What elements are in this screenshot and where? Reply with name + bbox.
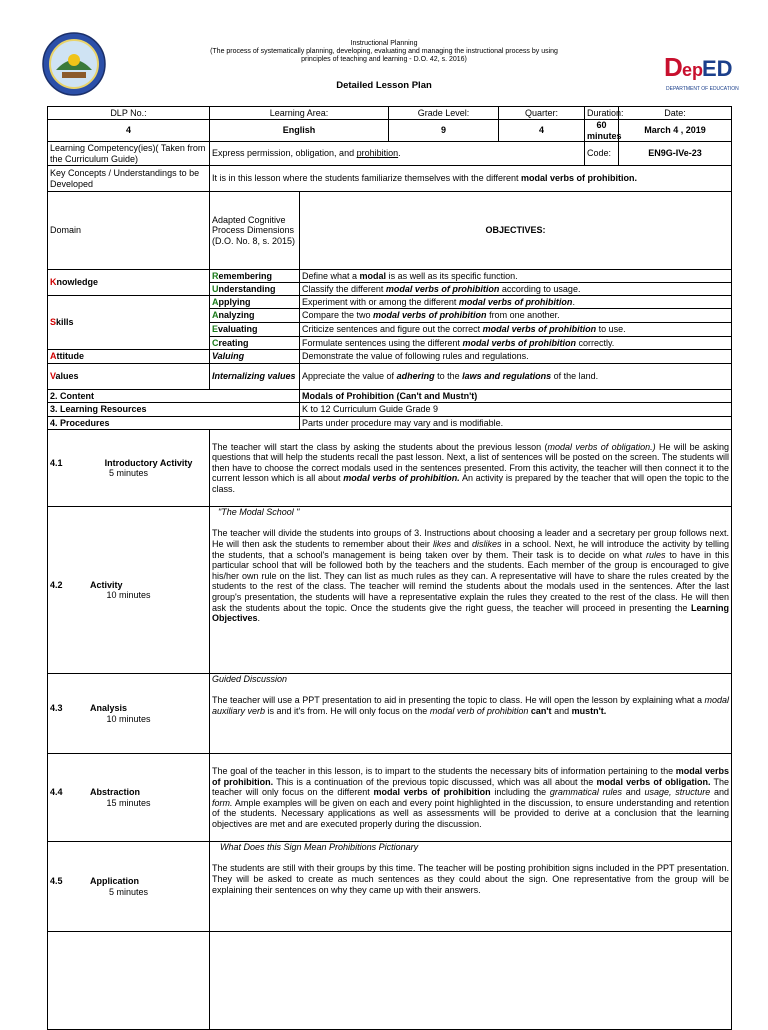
svg-text:D: D (664, 52, 683, 82)
objective-attitude: Demonstrate the value of following rules and regulations. (300, 350, 732, 364)
competency-label: Learning Competency(ies)( Taken from the Curriculum Guide) (48, 142, 210, 166)
duration-label: Duration: (585, 107, 619, 120)
area-label: Learning Area: (210, 107, 389, 120)
adapted-dimensions: Adapted Cognitive Process Dimensions (D.O. No. 8, s. 2015) (210, 192, 300, 270)
dlp-label: DLP No.: (48, 107, 210, 120)
attitude-domain: Attitude (48, 350, 210, 364)
step-4-1-text: The teacher will start the class by asking the students about the previous lesson (modal verbs of obligation.) He will be asking questions that will help the students recall the past lesson. Next, a list of sentences will be posted on the screen. The students will then have to choose the correct modals used in the sentences presented. From this activity, the teacher will then connect it to the current lesson which is all about modal verbs of prohibition. An activity is prepared by the teacher that will open the topic to the class. (210, 430, 732, 507)
grade-value: 9 (389, 120, 499, 142)
svg-text:DEPARTMENT OF EDUCATION: DEPARTMENT OF EDUCATION (666, 86, 739, 92)
quarter-value: 4 (499, 120, 585, 142)
svg-text:ep: ep (682, 60, 704, 80)
procedures-label: 4. Procedures (48, 417, 300, 430)
step-4-2-label: 4.2 Activity 10 minutes (48, 507, 210, 674)
step-4-1-label: 4.1 Introductory Activity 5 minutes (48, 430, 210, 507)
objective-analyzing: Compare the two modal verbs of prohibition from one another. (300, 309, 732, 323)
procedures-value: Parts under procedure may vary and is modifiable. (300, 417, 732, 430)
page-title: Detailed Lesson Plan (336, 80, 432, 91)
knowledge-domain: Knowledge (48, 270, 210, 296)
step-4-5-text: What Does this Sign Mean Prohibitions Pictionary The students are still with their groups by this time. The teacher will be posting prohibition signs included in the PPT presentation. They will be asked to create as much sentences as they could about the sign. One representative from the group will be explaining their sentences on why they came up with their answers. (210, 842, 732, 932)
step-4-3-label: 4.3 Analysis 10 minutes (48, 674, 210, 754)
code-value: EN9G-IVe-23 (619, 142, 732, 166)
objectives-heading: OBJECTIVES: (300, 192, 732, 270)
empty-cell-left (48, 932, 210, 1030)
header-line-3: principles of teaching and learning - D.O. 42, s. 2016) (301, 56, 467, 63)
dlp-value: 4 (48, 120, 210, 142)
quarter-label: Quarter: (499, 107, 585, 120)
svg-text:ED: ED (702, 56, 733, 81)
competency-text: Express permission, obligation, and prohibition. (210, 142, 585, 166)
objective-evaluating: Criticize sentences and figure out the correct modal verbs of prohibition to use. (300, 323, 732, 337)
objective-understanding: Classify the different modal verbs of prohibition according to usage. (300, 283, 732, 296)
level-analyzing: Analyzing (210, 309, 300, 323)
header-line-2: (The process of systematically planning, developing, evaluating and managing the instructional process by using (210, 48, 558, 55)
step-4-5-label: 4.5 Application 5 minutes (48, 842, 210, 932)
resources-label: 3. Learning Resources (48, 403, 300, 417)
date-value: March 4 , 2019 (619, 120, 732, 142)
key-concepts-text: It is in this lesson where the students familiarize themselves with the different modal verbs of prohibition. (210, 166, 732, 192)
step-4-4-text: The goal of the teacher in this lesson, is to impart to the students the necessary bits of information pertaining to the modal verbs of prohibition. This is a continuation of the previous topic discussed, which was all about the modal verbs of obligation. The teacher will only focus on the different modal verbs of prohibition including the grammatical rules and usage, structure and form. Ample examples will be given on each and every point highlighted in the discussion, to ensure understanding and retention of the students. Necessary applications as well as assessments will be provided to derive at a conclusion that the learning objectives are met and are executed properly during the discussion. (210, 754, 732, 842)
objective-applying: Experiment with or among the different modal verbs of prohibition. (300, 296, 732, 309)
objective-values: Appreciate the value of adhering to the laws and regulations of the land. (300, 364, 732, 390)
level-creating: Creating (210, 337, 300, 350)
step-4-2-text: "The Modal School " The teacher will divide the students into groups of 3. Instructions about choosing a leader and a secretary per group follows next. He will then ask the students to remember about their likes and dislikes in a school. Next, he will introduce the activity by telling the students, that a school's management is being taken over by them. Their task is to decide on what rules to have in this particular school that will be followed both by the teachers and the students. Each member of the group is encouraged to give his/her own rule on the list. They can list as much rules as they can. A representative will have to share the rules created by the students to the rest of the class. The teacher will remind the students about the modals used in the sentences. After the last group's presentation, the students will have a representative explain the rules they created to the rest of the class. He will then ask the students about the topic. Once the students give the right guess, the teacher will proceed in presenting the Learning Objectives. (210, 507, 732, 674)
date-label: Date: (619, 107, 732, 120)
level-understanding: Understanding (210, 283, 300, 296)
skills-domain: Skills (48, 296, 210, 350)
step-4-3-text: Guided Discussion The teacher will use a PPT presentation to aid in presenting the topic to class. He will open the lesson by explaining what a modal auxiliary verb is and it's from. He will only focus on the modal verb of prohibition can't and mustn't. (210, 674, 732, 754)
level-valuing: Valuing (210, 350, 300, 364)
header-line-1: Instructional Planning (350, 40, 418, 47)
empty-cell-right (210, 932, 732, 1030)
content-label: 2. Content (48, 390, 300, 403)
resources-value: K to 12 Curriculum Guide Grade 9 (300, 403, 732, 417)
values-domain: Values (48, 364, 210, 390)
area-value: English (210, 120, 389, 142)
duration-value: 60 minutes (585, 120, 619, 142)
level-internalizing: Internalizing values (210, 364, 300, 390)
level-applying: Applying (210, 296, 300, 309)
domain-label: Domain (48, 192, 210, 270)
grade-label: Grade Level: (389, 107, 499, 120)
level-evaluating: Evaluating (210, 323, 300, 337)
objective-remembering: Define what a modal is as well as its specific function. (300, 270, 732, 283)
code-label: Code: (585, 142, 619, 166)
lesson-plan-table (47, 106, 732, 1030)
key-concepts-label: Key Concepts / Understandings to be Developed (48, 166, 210, 192)
level-remembering: Remembering (210, 270, 300, 283)
content-value: Modals of Prohibition (Can't and Mustn't) (300, 390, 732, 403)
objective-creating: Formulate sentences using the different modal verbs of prohibition correctly. (300, 337, 732, 350)
step-4-4-label: 4.4 Abstraction 15 minutes (48, 754, 210, 842)
